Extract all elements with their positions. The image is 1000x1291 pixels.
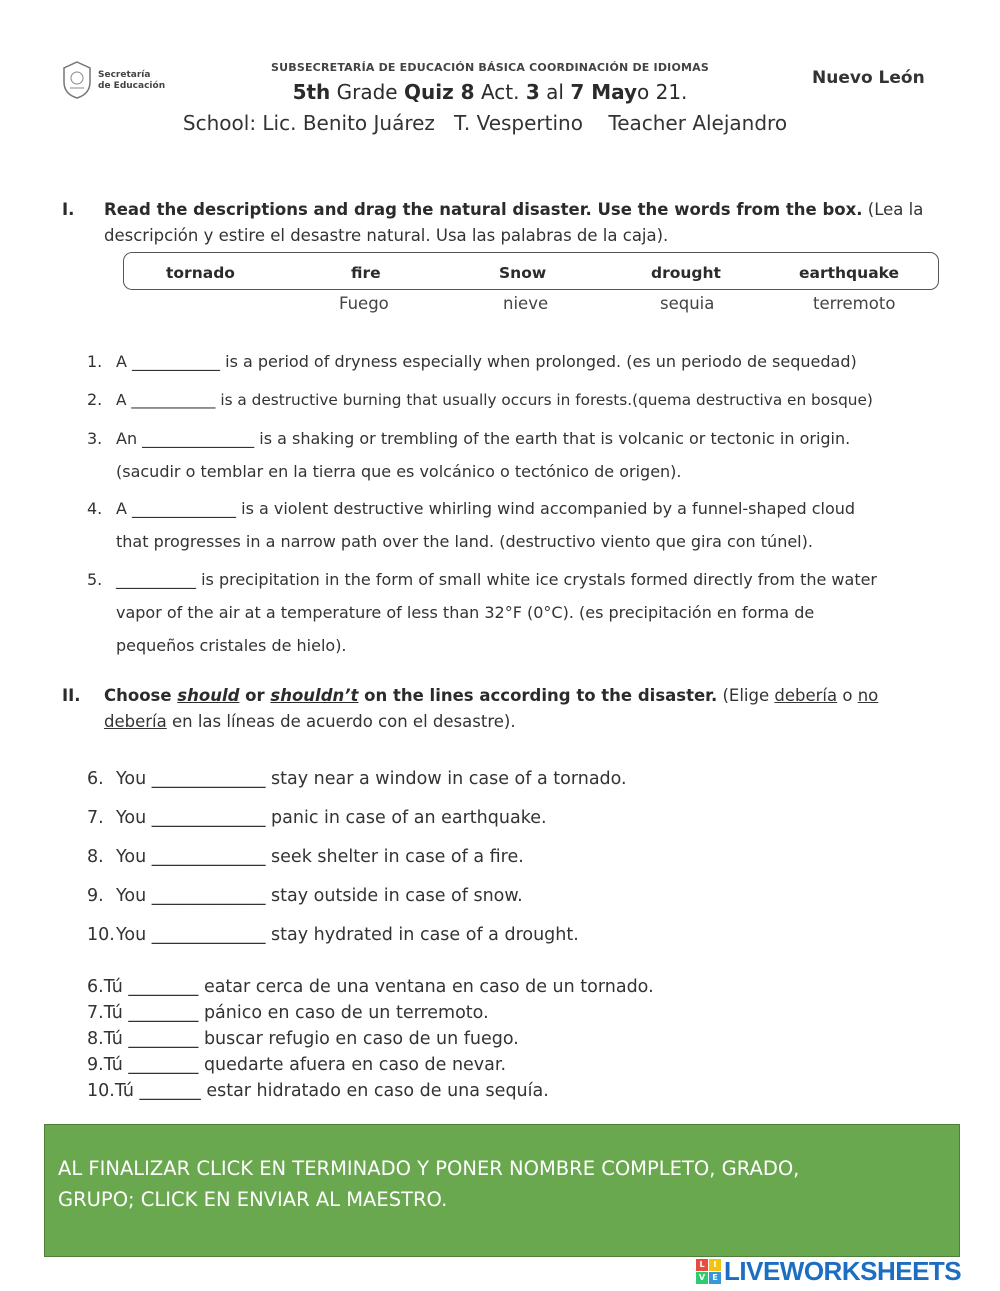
finish-notice-line-2: GRUPO; CLICK EN ENVIAR AL MAESTRO. [58, 1188, 448, 1211]
question-9-number: 9. [87, 886, 104, 906]
section-2-choose: Choose [104, 686, 178, 705]
word-fire[interactable]: fire [351, 264, 381, 282]
question-4-text-line-1: A _____________ is a violent destructive whirling wind accompanied by a funnel-shaped cloud [116, 499, 856, 518]
section-1-instruction-rest-2: descripción y estire el desastre natural. Usa las palabras de la caja). [104, 226, 669, 245]
question-5-number: 5. [87, 570, 103, 589]
spanish-line-7: 7.Tú ________ pánico en caso de un terremoto. [87, 1003, 489, 1023]
section-2-elige: (Elige [717, 686, 775, 705]
question-5-text-line-2: vapor of the air at a temperature of less than 32°F (0°C). (es precipitación en forma de [116, 603, 815, 622]
question-3-text-line-1: An ______________ is a shaking or trembling of the earth that is volcanic or tectonic in origin. [116, 429, 851, 448]
section-2-number: II. [62, 686, 81, 705]
section-1-instruction [104, 197, 944, 249]
logo-text-line-1: Secretaría [98, 70, 151, 80]
title-grade: Grade [330, 80, 404, 104]
translation-terremoto: terremoto [813, 294, 896, 313]
translation-nieve: nieve [503, 294, 549, 313]
spanish-line-8: 8.Tú ________ buscar refugio en caso de un fuego. [87, 1029, 519, 1049]
question-3-number: 3. [87, 429, 103, 448]
question-8-number: 8. [87, 847, 104, 867]
question-1-text: A ___________ is a period of dryness especially when prolonged. (es un periodo de sequedad) [116, 352, 857, 371]
question-5-text-line-1: __________ is precipitation in the form of small white ice crystals formed directly from the water [116, 570, 878, 589]
section-2-instruction [104, 683, 954, 735]
question-4-number: 4. [87, 499, 103, 518]
section-1-instruction-bold: Read the descriptions and drag the natural disaster. Use the words from the box. [104, 200, 863, 219]
title-act-num: 3 [525, 80, 540, 104]
logo-text-line-2: de Educación [98, 81, 166, 91]
section-2-deberia: debería [774, 686, 838, 705]
liveworksheets-brand[interactable] [696, 1256, 996, 1286]
finish-notice-text [58, 1153, 938, 1215]
spanish-line-9: 9.Tú ________ quedarte afuera en caso de nevar. [87, 1055, 507, 1075]
quiz-title [0, 80, 980, 104]
section-1-instruction-rest-1: (Lea la [862, 200, 924, 219]
section-2-or: or [239, 686, 271, 705]
question-10-text: You _____________ stay hydrated in case of a drought. [116, 925, 579, 945]
section-2-o: o [837, 686, 858, 705]
section-1-number: I. [62, 200, 75, 219]
question-9-text: You _____________ stay outside in case of snow. [116, 886, 523, 906]
spanish-line-6: 6.Tú ________ eatar cerca de una ventana en caso de un tornado. [87, 977, 654, 997]
question-4-text-line-2: that progresses in a narrow path over the land. (destructivo viento que gira con túnel). [116, 532, 813, 551]
question-3-text-line-2: (sacudir o temblar en la tierra que es volcánico o tectónico de origen). [116, 462, 682, 481]
word-earthquake[interactable]: earthquake [799, 264, 900, 282]
spanish-line-10: 10.Tú _______ estar hidratado en caso de una sequía. [87, 1081, 549, 1101]
word-drought[interactable]: drought [651, 264, 721, 282]
title-may: 7 May [570, 80, 638, 104]
school-line: School: Lic. Benito Juárez T. Vespertino Teacher Alejandro [182, 111, 788, 135]
subsecretaria-heading: SUBSECRETARÍA DE EDUCACIÓN BÁSICA COORDINACIÓN DE IDIOMAS [271, 61, 709, 74]
section-2-rest: en las líneas de acuerdo con el desastre). [166, 712, 516, 731]
title-act: Act. [474, 80, 526, 104]
state-label: Nuevo León [812, 68, 925, 88]
question-2-number: 2. [87, 390, 103, 409]
title-al: al [539, 80, 571, 104]
question-1-number: 1. [87, 352, 103, 371]
section-2-deberia-2: debería [104, 712, 167, 731]
section-2-shouldnt: shouldn’t [270, 686, 359, 705]
section-2-should: should [177, 686, 240, 705]
liveworksheets-logo-icon: L I V E [696, 1259, 722, 1285]
title-quiz: Quiz 8 [403, 80, 475, 104]
title-grade-num: 5th [292, 80, 331, 104]
question-7-number: 7. [87, 808, 104, 828]
translation-sequia: sequia [660, 294, 715, 313]
liveworksheets-text: LIVEWORKSHEETS [724, 1256, 962, 1286]
section-2-on-lines: on the lines according to the disaster. [358, 686, 718, 705]
word-snow[interactable]: Snow [499, 264, 547, 282]
question-5-text-line-3: pequeños cristales de hielo). [116, 636, 347, 655]
translation-fuego: Fuego [339, 294, 389, 313]
question-8-text: You _____________ seek shelter in case of a fire. [116, 847, 524, 867]
question-6-text: You _____________ stay near a window in case of a tornado. [116, 769, 627, 789]
question-7-text: You _____________ panic in case of an earthquake. [116, 808, 547, 828]
title-year: o 21. [637, 80, 688, 104]
question-2-text: A ___________ is a destructive burning that usually occurs in forests.(quema destructiva en bosque) [116, 391, 873, 409]
question-6-number: 6. [87, 769, 104, 789]
section-2-no: no [857, 686, 879, 705]
finish-notice-line-1: AL FINALIZAR CLICK EN TERMINADO Y PONER NOMBRE COMPLETO, GRADO, [58, 1157, 800, 1180]
word-tornado[interactable]: tornado [166, 264, 235, 282]
question-10-number: 10. [87, 925, 115, 945]
